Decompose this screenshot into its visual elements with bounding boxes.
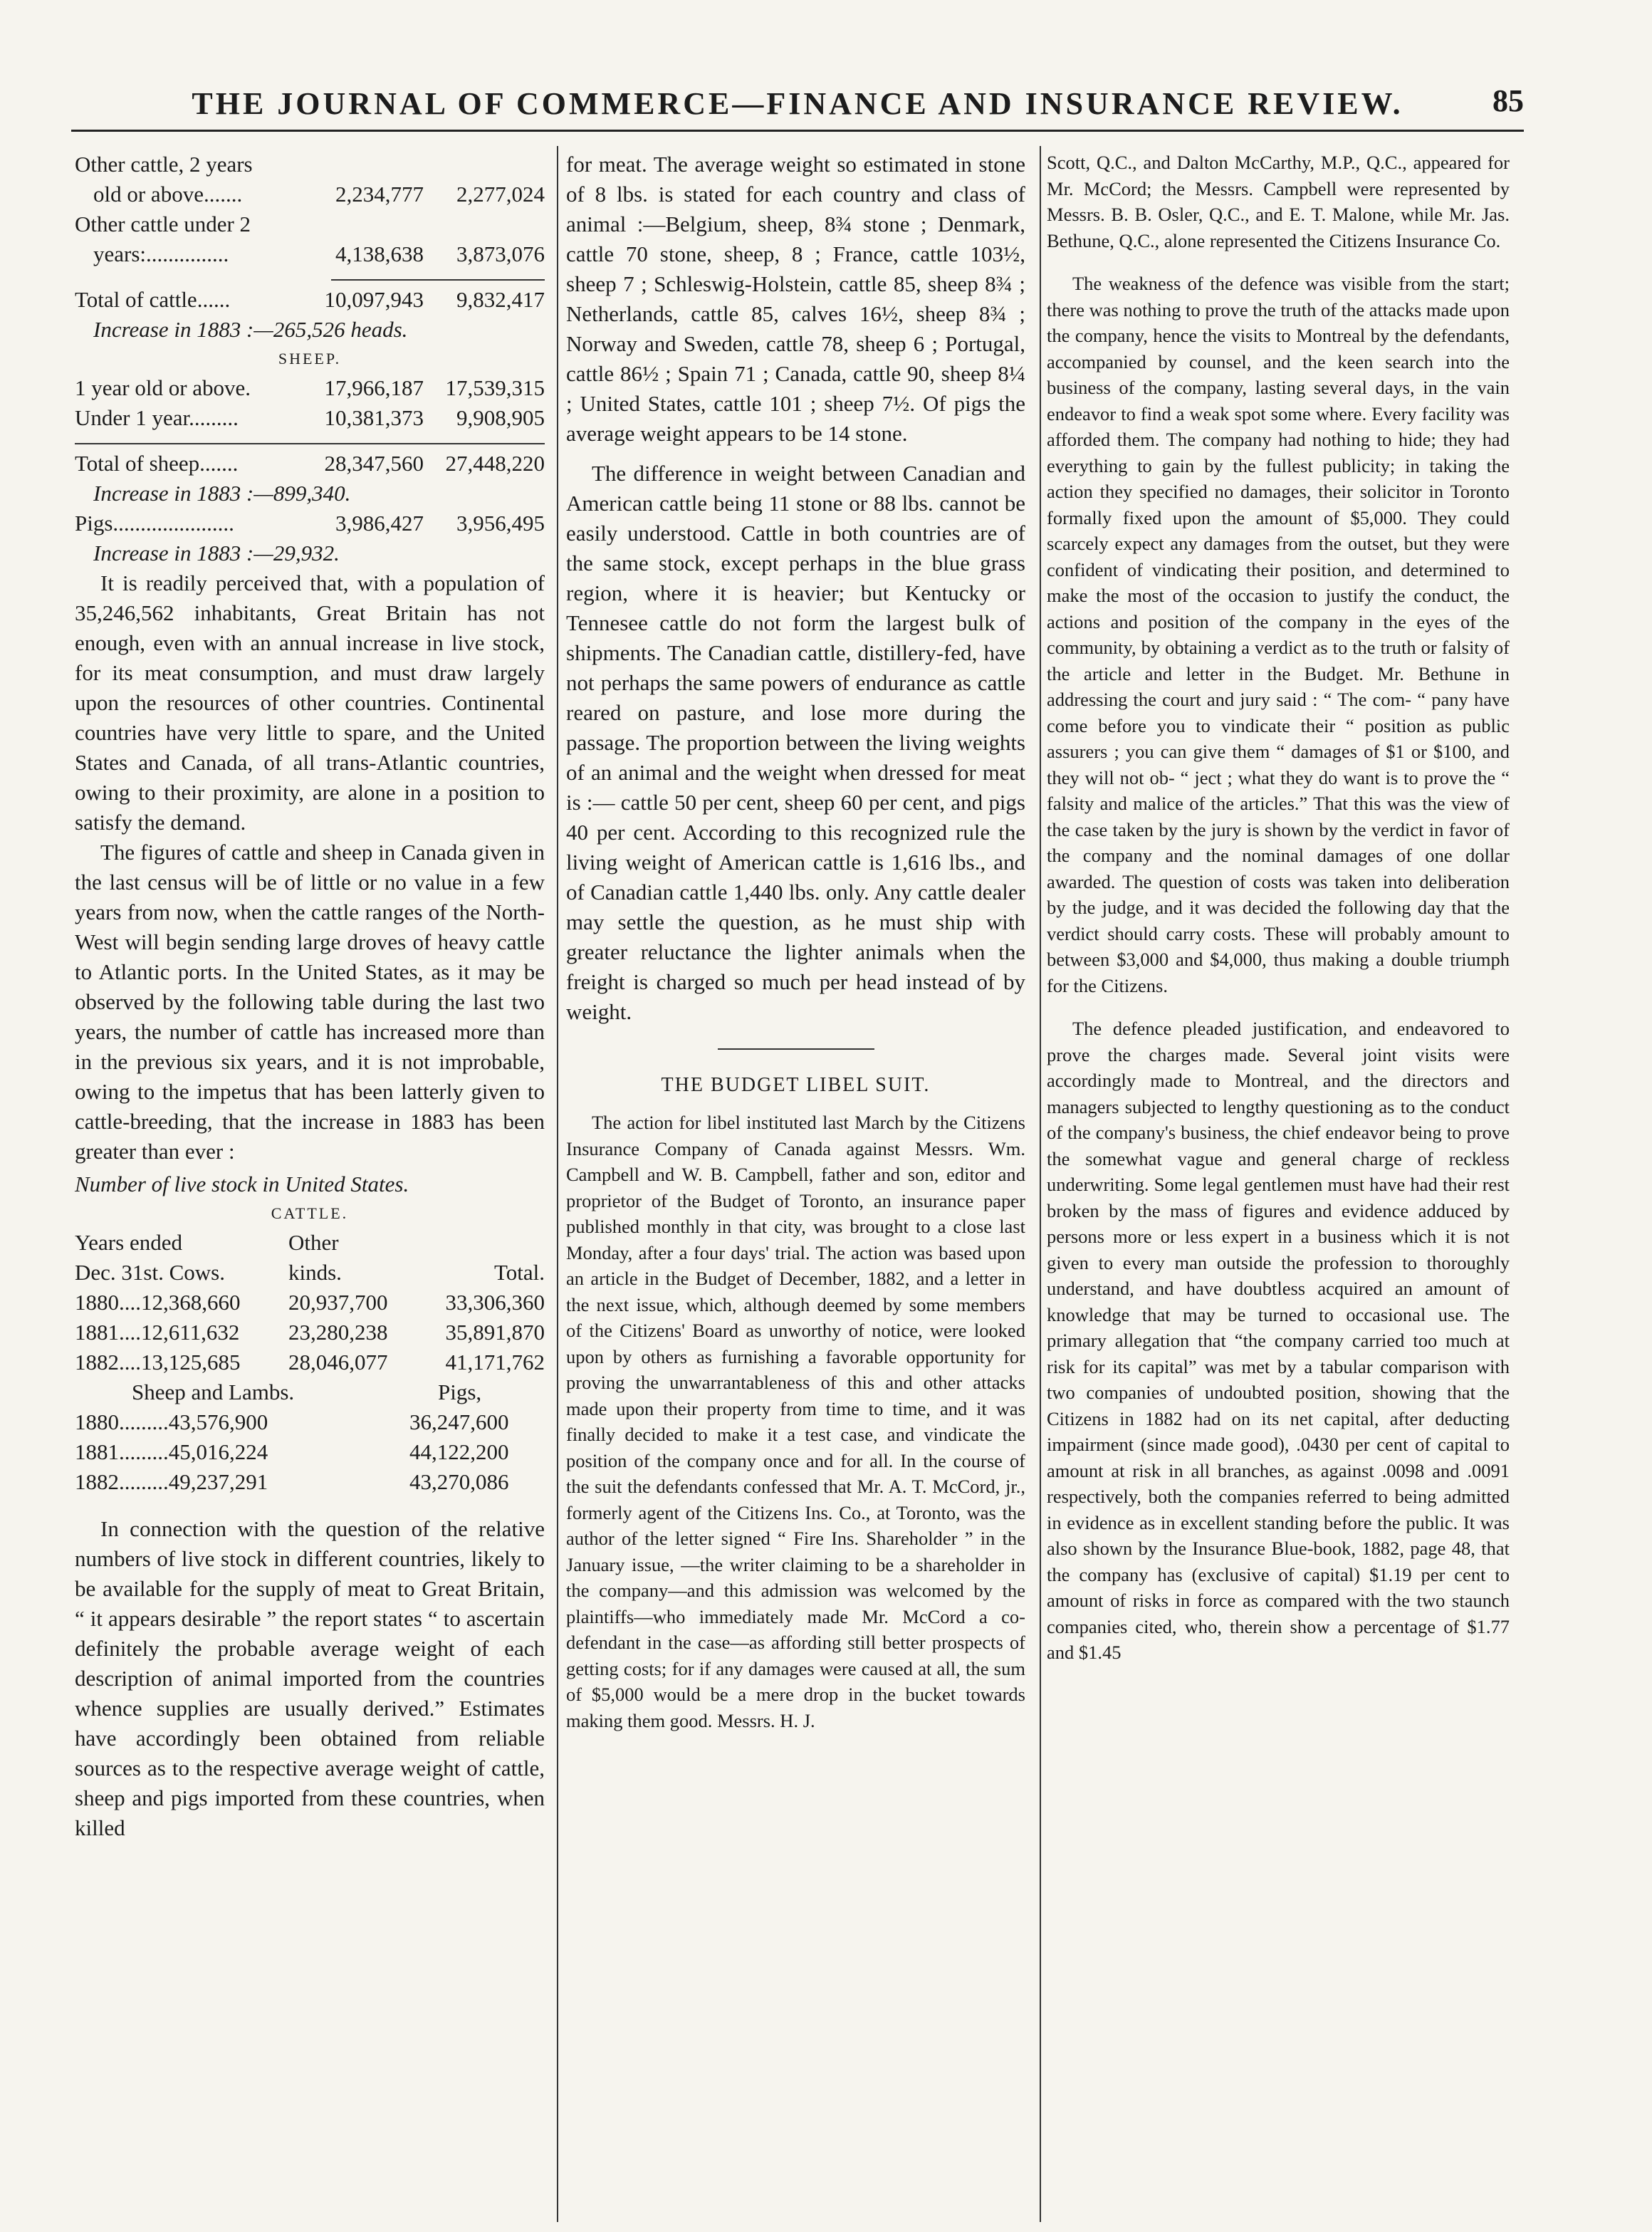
column-2 — [566, 150, 1025, 1733]
us-cattle-row: 1882....13,125,685 28,046,077 41,171,762 — [75, 1350, 545, 1375]
column-divider — [557, 146, 558, 2222]
us-cattle-heading: CATTLE. — [271, 1204, 349, 1222]
paragraph: It is readily perceived that, with a population of 35,246,562 inhabitants, Great Britain has not enough, even with an annual increase in live stock, for its meat consumption, and must draw largely upon the resources of other countries. Continental countries have very little to spare, and the United States and Canada, of all trans-Atlantic countries, owing to their proximity, are alone in a position to satisfy the demand. — [75, 570, 545, 835]
us-sheep-pigs-row: 1880.........43,576,900 36,247,600 — [75, 1409, 509, 1434]
pigs-increase: Increase in 1883 :—29,932. — [93, 541, 340, 565]
us-cattle-row: 1881....12,611,632 23,280,238 35,891,870 — [75, 1320, 545, 1345]
journal-title: THE JOURNAL OF COMMERCE—FINANCE AND INSURANCE REVIEW. — [192, 86, 1403, 121]
cattle-increase: Increase in 1883 :—265,526 heads. — [93, 317, 408, 342]
column-3 — [1047, 150, 1510, 1666]
stat-rule — [331, 279, 545, 281]
paragraph: The weakness of the defence was visible from the start; there was nothing to prove the truth of the attacks made upon the company, hence the visits to Montreal by the defendants, accompanied by counsel, and the keen search into the business of the company, lasting several days, in the vain endeavor to find a weak spot some where. Every facility was afforded them. The company had nothing to hide; they had everything to gain by the fullest publicity; in taking the action they specified no damages, their solicitor in Toronto formally fixed upon the amount of $5,000. They could scarcely expect any damages from the outset, but they were confident of vindicating their position, and determined to make the most of the occasion to justify the conduct, the actions and position of the company in the eyes of the community, by obtaining a verdict as to the truth or falsity of the article and letter in the Budget. Mr. Bethune in addressing the court and jury said : “ The com- “ pany have come before you to vindicate their “ position as public assurers ; you can give them “ damages of $1 or $100, and they will not ob- “ ject ; what they do want is to prove the “ falsity and malice of the articles.” That this was the view of the case taken by the jury is shown by the verdict in favor of the company and the nominal damages of one dollar awarded. The question of costs was taken into deliberation by the judge, and it was decided the following day that the verdict should carry costs. These will probably amount to between $3,000 and $4,000, thus making a double triumph for the Citizens. — [1047, 273, 1510, 996]
us-sheep-pigs-row: 1881.........45,016,224 44,122,200 — [75, 1439, 509, 1464]
cattle-total-row: Total of cattle...... 10,097,943 9,832,417 — [75, 287, 545, 312]
page-header — [71, 80, 1524, 132]
cattle-row: old or above....... 2,234,777 2,277,024 — [93, 182, 545, 207]
us-cattle-row: 1880....12,368,660 20,937,700 33,306,360 — [75, 1290, 545, 1315]
section-title: THE BUDGET LIBEL SUIT. — [661, 1074, 931, 1096]
section-rule — [718, 1048, 874, 1050]
stat-rule — [75, 443, 545, 444]
us-table-title: Number of live stock in United States. — [75, 1172, 409, 1196]
column-divider — [1040, 146, 1041, 2222]
paragraph: for meat. The average weight so estimated in stone of 8 lbs. is stated for each country and class of animal :—Belgium, sheep, 8¾ stone ; Denmark, cattle 70 stone, sheep, 8 ; France, cattle 103½, sheep 7 ; Schleswig-Holstein, cattle 85, sheep 8¾ ; Netherlands, cattle 85, calves 16½, sheep 8¾ ; Norway and Sweden, cattle 78, sheep 6 ; Portugal, cattle 86½ ; Spain 71 ; Canada, cattle 90, sheep 8¼ ; United States, cattle 101 ; sheep 7½. Of pigs the average weight appears to be 14 stone. — [566, 152, 1025, 446]
us-table-header: Sheep and Lambs. Pigs, — [132, 1380, 482, 1404]
paragraph: The defence pleaded justification, and endeavored to prove the charges made. Several joint visits were accordingly made to Montreal, and the directors and managers subjected to lengthy questioning as to the conduct of the company's business, the chief endeavor being to prove the somewhat vague and general charge of reckless underwriting. Some legal gentlemen must have had their rest broken by the mass of figures and evidence adduced by persons more or less expert in a business which it is not given to every man outside the profession to thoroughly understand, and have doubtless acquired an amount of knowledge that may be turned to occasional use. The primary allegation that “the company carried too much at risk for its capital” was met by a tabular comparison with two companies of undoubted position, showing that the Citizens in 1882 had on its net capital, after deducting impairment (since made good), .0430 per cent of capital to amount at risk in all branches, as against .0098 and .0091 respectively, both the companies referred to being admitted in evidence as in excellent standing before the public. It was also shown by the Insurance Blue-book, 1882, page 48, that the company has (exclusive of capital) $1.19 per cent to amount of risks in force as compared with the two staunch companies cited, who, therein show a percentage of $1.77 and $1.45 — [1047, 1018, 1510, 1663]
column-1 — [75, 150, 545, 1843]
pigs-row: Pigs...................... 3,986,427 3,956,495 — [75, 511, 545, 536]
sheep-heading: SHEEP. — [278, 350, 342, 367]
us-sheep-pigs-row: 1882.........49,237,291 43,270,086 — [75, 1469, 509, 1494]
sheep-increase: Increase in 1883 :—899,340. — [93, 481, 351, 506]
us-table-header: Dec. 31st. Cows. kinds. Total. — [75, 1260, 545, 1285]
page-number: 85 — [1492, 83, 1524, 118]
cattle-row: Other cattle, 2 years — [75, 152, 253, 177]
paragraph: The figures of cattle and sheep in Canada given in the last census will be of little or no value in a few years from now, when the cattle ranges of the North-West will begin sending large droves of heavy cattle to Atlantic ports. In the United States, as it may be observed by the following table during the last two years, the number of cattle has increased more than in the previous six years, and it is not improbable, owing to the impetus that has been latterly given to cattle-breeding, that the increase in 1883 has been greater than ever : — [75, 840, 545, 1164]
sheep-row: 1 year old or above. 17,966,187 17,539,315 — [75, 375, 545, 400]
sheep-row: Under 1 year......... 10,381,373 9,908,905 — [75, 405, 545, 430]
us-table-header: Years ended Other — [75, 1230, 339, 1255]
paragraph: The action for libel instituted last March by the Citizens Insurance Company of Canada against Messrs. Wm. Campbell and W. B. Campbell, father and son, editor and proprietor of the Budget of Toronto, an insurance paper published monthly in that city, was brought to a close last Monday, after a four days' trial. The action was based upon an article in the Budget of December, 1882, and a letter in the next issue, which, although deemed by some members of the Citizens' Board as unworthy of notice, were looked upon by others as furnishing a favorable opportunity for proving the unwarrantableness of this and other attacks made upon their property from time to time, and it was finally decided to make it a test case, and vindicate the position of the company once and for all. In the course of the suit the defendants confessed that Mr. A. T. McCord, jr., formerly agent of the Citizens Ins. Co., at Toronto, was the author of the letter signed “ Fire Ins. Shareholder ” in the January issue, —the writer claiming to be a shareholder in the company—and this admission was welcomed by the plaintiffs—who immediately made Mr. McCord a co-defendant in the case—as affording still better prospects of getting costs; for if any damages were caused at all, the sum of $5,000 would be a mere drop in the bucket towards making them good. Messrs. H. J. — [566, 1112, 1025, 1731]
paragraph: The difference in weight between Canadian and American cattle being 11 stone or 88 lbs. cannot be easily understood. Cattle in both countries are of the same stock, except perhaps in the blue grass region, where it is heavier; but Kentucky or Tennesee cattle do not form the largest bulk of shipments. The Canadian cattle, distillery-fed, have not perhaps the same powers of endurance as cattle reared on pasture, and lose more during the passage. The proportion between the living weights of an animal and the weight when dressed for meat is :— cattle 50 per cent, sheep 60 per cent, and pigs 40 per cent. According to this recognized rule the living weight of American cattle is 1,616 lbs., and of Canadian cattle 1,440 lbs. only. Any cattle dealer may settle the question, as he must ship with greater reluctance the lighter animals when the freight is charged so much per head instead of by weight. — [566, 461, 1025, 1024]
paragraph: Scott, Q.C., and Dalton McCarthy, M.P., Q.C., appeared for Mr. McCord; the Messrs. Campbell were represented by Messrs. B. B. Osler, Q.C., and E. T. Malone, while Mr. Jas. Bethune, Q.C., alone represented the Citizens Insurance Co. — [1047, 152, 1510, 251]
cattle-row: years:............... 4,138,638 3,873,076 — [93, 241, 545, 266]
cattle-row: Other cattle under 2 — [75, 212, 251, 236]
paragraph: In connection with the question of the relative numbers of live stock in different countries, likely to be available for the supply of meat to Great Britain, “ it appears desirable ” the report states “ to ascertain definitely the probable average weight of each description of animal imported from the countries whence supplies are usually derived.” Estimates have accordingly been obtained from reliable sources as to the respective average weight of cattle, sheep and pigs imported from these countries, when killed — [75, 1516, 545, 1840]
sheep-total-row: Total of sheep....... 28,347,560 27,448,220 — [75, 451, 545, 476]
